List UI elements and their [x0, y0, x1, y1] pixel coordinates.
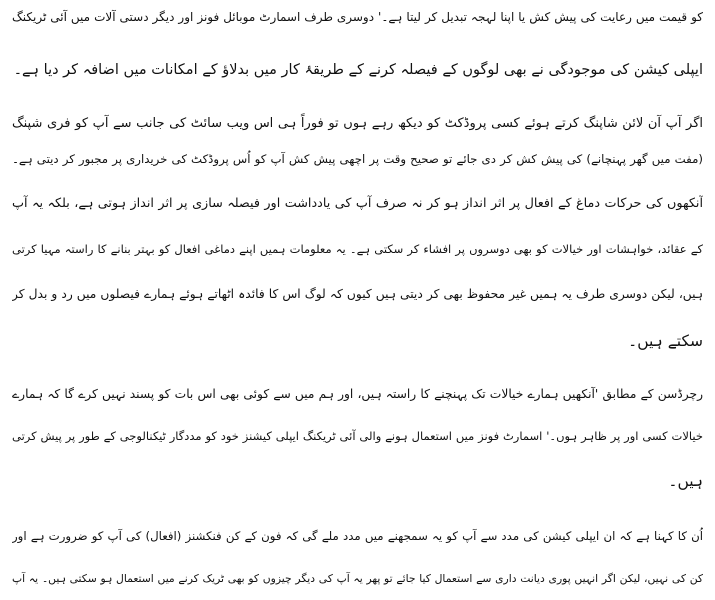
paragraph-1-line-1: کو قیمت میں رعایت کی پیش کش یا اپنا لہجہ تبدیل کر لیتا ہے۔' دوسری طرف اسمارٹ موبائل فونز اور دیگر دستی آلات میں آئی ٹریکنگ	[12, 10, 703, 24]
paragraph-2-line-6: سکتے ہیں۔	[628, 332, 703, 350]
paragraph-2-line-1: اگر آپ آن لائن شاپنگ کرتے ہوئے کسی پروڈکٹ کو دیکھ رہے ہوں تو فوراً ہی اس ویب سائٹ کی جانب سے آپ کو فری شپنگ	[12, 116, 703, 131]
paragraph-4-line-2: کن کی نہیں، لیکن اگر انہیں پوری دیانت داری سے استعمال کیا جائے تو پھر یہ آپ کی دیگر چیزوں کو بھی ٹریک کرنے میں استعمال ہو سکتی ہیں۔ یہ آپ	[12, 572, 703, 585]
paragraph-3-line-1: رچرڈسن کے مطابق 'آنکھیں ہمارے خیالات تک پہنچنے کا راستہ ہیں، اور ہم میں سے کوئی بھی اس بات کو پسند نہیں کرے گا کہ ہمارے	[12, 387, 703, 401]
paragraph-2-line-3: آنکھوں کی حرکات دماغ کے افعال پر اثر انداز ہو کر نہ صرف آپ کی یادداشت اور فیصلہ سازی پر اثر انداز ہوتی ہے، بلکہ یہ آپ	[12, 196, 703, 211]
paragraph-2-line-5: ہیں، لیکن دوسری طرف یہ ہمیں غیر محفوظ بھی کر دیتی ہیں کیوں کہ لوگ اس کا فائدہ اٹھاتے ہوئے ہمارے فیصلوں میں رد و بدل کر	[12, 287, 703, 301]
paragraph-2-line-4: کے عقائد، خواہشات اور خیالات کو بھی دوسروں پر افشاء کر سکتی ہے۔ یہ معلومات ہمیں اپنے دماغی افعال کو بہتر بنانے کا راستہ مہیا کرتی	[12, 242, 703, 256]
paragraph-3-line-2: خیالات کسی اور پر ظاہر ہوں۔' اسمارٹ فونز میں استعمال ہونے والی آئی ٹریکنگ ایپلی کیشنز خود کو مددگار ٹیکنالوجی کے طور پر پیش کرتی	[12, 429, 703, 443]
paragraph-3-line-3: ہیں۔	[668, 472, 703, 490]
paragraph-1-line-2: ایپلی کیشن کی موجودگی نے بھی لوگوں کے فیصلہ کرنے کے طریقۂ کار میں بدلاؤ کے امکانات میں اضافہ کر دیا ہے۔	[13, 62, 703, 78]
paragraph-4-line-1: اُن کا کہنا ہے کہ ان ایپلی کیشن کی مدد سے آپ کو یہ سمجھنے میں مدد ملے گی کہ فون کے کن فنکشنز (افعال) کی آپ کو ضرورت ہے اور	[12, 529, 703, 543]
paragraph-2-line-2: (مفت میں گھر پہنچانے) کی پیش کش کر دی جائے تو صحیح وقت پر اچھی پیش کش آپ کو اُس پروڈکٹ کی خریداری پر مجبور کر دیتی ہے۔	[12, 152, 703, 166]
